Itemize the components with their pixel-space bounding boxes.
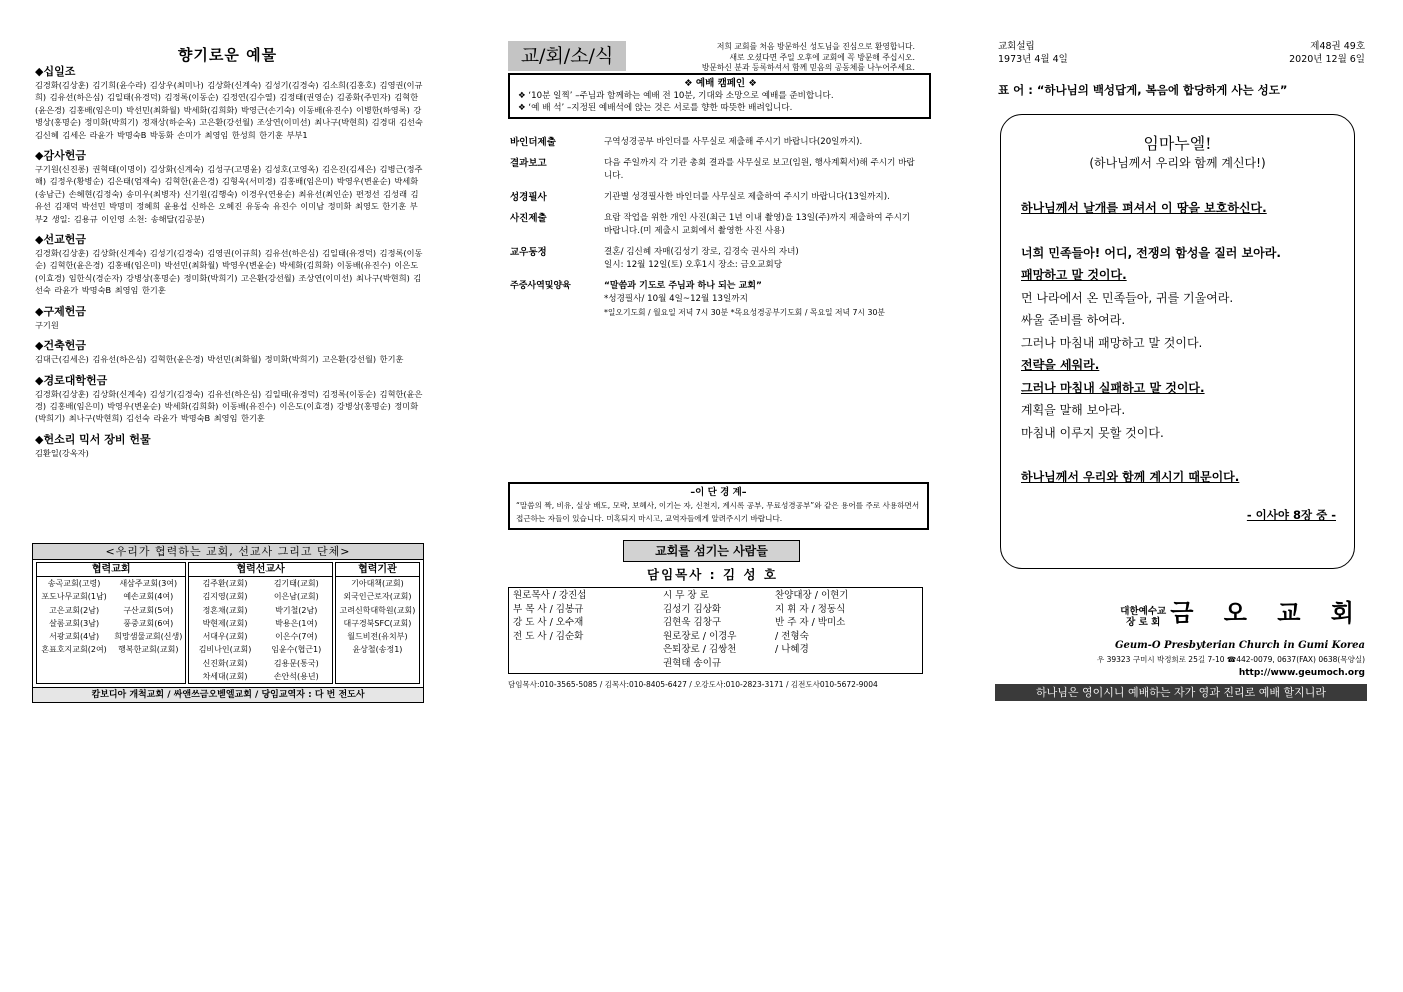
news-item	[510, 212, 918, 238]
scripture-title: 임마누엘!	[1143, 134, 1212, 153]
list-entry: 임윤수(협근1)	[271, 645, 322, 655]
offering-section	[35, 373, 425, 425]
offering-heading: ◆ 십일조	[35, 64, 425, 79]
church-motto: 표 어 : “하나님의 백성답게, 복음에 합당하게 사는 성도”	[998, 83, 1288, 97]
issue-info	[1289, 40, 1365, 66]
list-entry: 이은남(교회)	[273, 592, 319, 602]
denomination-line-2: 장 로 회	[1126, 617, 1161, 628]
bottom-verse-banner: 하나님은 영이시니 예배하는 자가 영과 진리로 예배 할지니라	[995, 684, 1367, 701]
staff-cell: 지 휘 자 / 정동식	[775, 603, 846, 615]
scripture-line: 싸울 준비를 하여라.	[1021, 313, 1126, 327]
list-entry: 희망샘물교회(신생)	[114, 632, 183, 642]
list-entry: 송곡교회(고령)	[47, 579, 101, 588]
staff-row	[513, 616, 918, 630]
staff-cell: 반 주 자 / 박미소	[775, 617, 846, 629]
staff-cell: 시 무 장 로	[663, 590, 709, 601]
offering-section	[35, 148, 425, 225]
denomination-line-1: 대한예수교	[1120, 606, 1167, 617]
scripture-line: 너희 민족들아! 어디, 전쟁의 함성을 질러 보아라.	[1021, 245, 1281, 260]
list-entry: 윤상철(송정1)	[352, 645, 403, 655]
news-item	[510, 136, 918, 149]
list-entry: 박용은(1여)	[275, 618, 318, 628]
church-english-name: Geum-O Presbyterian Church in Gumi Korea	[1114, 640, 1365, 651]
partner-churches-heading: 협력교회	[37, 563, 185, 577]
heresy-warning-box	[508, 482, 929, 530]
staff-cell: 김성기 김상화	[663, 603, 722, 615]
denomination	[1120, 606, 1166, 628]
partner-organizations-cells	[336, 577, 419, 657]
news-label: 교우동정	[510, 247, 547, 258]
news-item	[510, 280, 918, 319]
news-item	[510, 191, 918, 204]
staff-row	[513, 603, 918, 617]
staff-cell	[513, 657, 663, 671]
list-entry: 혼표호지교회(2여)	[41, 645, 107, 655]
staff-cell: 원로목사 / 강진섭	[513, 590, 587, 601]
staff-row	[513, 657, 918, 671]
list-entry: 김지영(교회)	[202, 592, 248, 602]
staff-cell	[775, 657, 918, 671]
scripture-line: 마침내 이루지 못할 것이다.	[1021, 425, 1164, 440]
staff-cell: 전 도 사 / 김순화	[513, 630, 584, 642]
establishment-date: 1973년 4월 4일	[998, 54, 1068, 65]
partner-churches-list-b	[111, 577, 185, 657]
offering-heading: ◆ 선교헌금	[35, 232, 425, 247]
news-item	[510, 157, 918, 183]
news-label: 성경필사	[510, 192, 547, 203]
partner-organizations	[335, 562, 420, 684]
partner-missionaries-list-b	[261, 577, 332, 683]
staff-cell: 강 도 사 / 오수재	[513, 617, 584, 629]
news-list	[510, 136, 918, 327]
news-title: 교/회/소/식	[508, 41, 626, 71]
offering-names: 김환일(강옥자)	[35, 447, 89, 458]
staff-cell: 권혁태 송이규	[663, 657, 722, 669]
partners-footer: 캄보디아 개척교회 / 싸앤쓰금오벧엘교회 / 당임교역자 : 다 번 전도사	[33, 687, 423, 702]
scripture-line: 패망하고 말 것이다.	[1021, 268, 1127, 282]
list-entry: 기아대책(교회)	[351, 579, 404, 588]
list-entry: 예손교회(4여)	[123, 592, 174, 602]
list-entry: 김기태(교회)	[273, 579, 319, 588]
offering-heading: ◆ 헌소리 믹서 장비 헌물	[35, 432, 425, 447]
list-entry: 고려신학대학원(교회)	[339, 605, 416, 615]
news-text-block	[604, 280, 918, 319]
staff-row	[513, 630, 918, 644]
offering-section	[35, 304, 425, 331]
staff-row	[513, 589, 918, 603]
church-address: 우 39323 구미시 박정희로 25길 7-10 ☎442-0079, 0637(FAX) 0638(목양실)	[1096, 655, 1365, 664]
campaign-title: ❖ 예배 캠페인 ❖	[684, 78, 757, 89]
issue-date: 2020년 12월 6일	[1289, 54, 1365, 65]
list-entry: 방문하신 분과 등록하셔서 함께 믿음의 공동체를 나누어주세요.	[701, 63, 915, 72]
news-item	[510, 246, 918, 272]
list-entry: 풍중교회(6여)	[123, 618, 174, 628]
staff-cell	[513, 643, 663, 657]
news-text: *성경필사/ 10월 4일~12월 13일까지	[604, 294, 748, 304]
partners-body	[33, 560, 423, 684]
partners-table	[32, 543, 424, 703]
list-entry: 새삼주교회(3여)	[119, 579, 178, 588]
offering-names: 김경화(김상훈) 김기희(윤수라) 김상우(최미나) 김상화(신계숙) 김성기(김경숙) 김소희(김홍호) 김영권(이규희) 김유선(하은심) 김일태(유경덕) 김정록(이동순) 김정연(김수열) 김정태(권영순) 김종화(주민자) 김혁한(윤은경) 김홍배(임은미) 박선민(최화월) 박세화(김희화) 박영근(손기숙) 이동배(유진수) 이병한(하영록) 강병상(홍명순) 정미화(박희기) 정재상(하순옥) 고은환(강선월) 조상연(이미선) 최나구(박현희) 김경대 김선숙 김신혜 김세은 라윤가 박명숙B 박동화 손미가 최영임 한성희 한기훈 부부1	[35, 80, 423, 140]
partner-missionaries-list-a	[189, 577, 260, 683]
scripture-subtitle: (하나님께서 우리와 함께 계신다!)	[1089, 156, 1266, 170]
scripture-line: 하나님께서 날개를 펴셔서 이 땅을 보호하신다.	[1021, 201, 1267, 215]
news-text: 결혼/ 김신혜 자매(김성기 장로, 김경숙 권사의 자녀)	[604, 247, 799, 257]
partner-organizations-heading: 협력기관	[336, 563, 419, 577]
offering-heading: ◆ 구제헌금	[35, 304, 425, 319]
offering-names: 김대근(김세은) 김유선(하은심) 김혁한(윤은경) 박선민(최화월) 정미화(박희기) 고은환(강선월) 한기훈	[35, 354, 404, 365]
partner-churches	[36, 562, 186, 684]
partner-missionaries-heading: 협력선교사	[189, 563, 331, 577]
establishment-info	[998, 40, 1068, 66]
scripture-box	[1000, 114, 1355, 569]
staff-cell: 김현욱 김창구	[663, 617, 722, 629]
scripture-reference: - 이사야 8장 중 -	[1246, 507, 1336, 522]
staff-cell: 부 목 사 / 김봉규	[513, 603, 584, 615]
news-text-detail: *일오기도회 / 월요일 저녁 7시 30분 *목요성경공부기도회 / 목요일 저녁 7시 30분	[604, 308, 885, 317]
offering-section	[35, 232, 425, 297]
partners-title: <우리가 협력하는 교회, 선교사 그리고 단체>	[33, 544, 423, 560]
offerings-title: 향기로운 예물	[177, 46, 278, 64]
offering-names: 구기원	[35, 319, 59, 330]
news-text: 기관별 성경필사한 바인더를 사무실로 제출하여 주시기 바랍니다(13일까지).	[604, 192, 890, 202]
offering-heading: ◆ 경로대학헌금	[35, 373, 425, 388]
news-label: 바인더제출	[510, 137, 556, 148]
church-name-block	[1120, 598, 1365, 628]
staff-cell: 찬양대장 / 이현기	[775, 590, 849, 601]
news-text: 요람 작업을 위한 개인 사진(최근 1년 이내 촬영)을 13일(주)까지 제출하여 주시기 바랍니다.(미 제출시 교회에서 촬영한 사진 사용)	[604, 213, 911, 236]
issue-number: 제48권 49호	[1310, 41, 1365, 52]
list-entry: 행복한교회(교회)	[118, 645, 179, 655]
staff-phones: 담임목사:010-3565-5085 / 김목사:010-8405-6427 / 오강도사:010-2823-3171 / 김전도사010-5672-9004	[508, 680, 878, 689]
news-label: 사진제출	[510, 213, 547, 224]
scripture-line: 하나님께서 우리와 함께 계시기 때문이다.	[1021, 470, 1240, 484]
list-entry: 새로 오셨다면 주일 오후에 교회에 꼭 방문해 주십시오.	[729, 52, 915, 62]
list-entry: 신진화(교회)	[202, 658, 248, 668]
staff-cell: / 전형숙	[775, 630, 809, 642]
partner-missionaries-cells	[189, 577, 331, 683]
list-entry: 박기철(2남)	[275, 605, 318, 615]
scripture-line: 그러나 마침내 실패하고 말 것이다.	[1021, 380, 1205, 395]
warning-text: “말씀의 짝, 비유, 실상 배도, 모략, 보혜사, 이기는 자, 신천지, 계시록 공부, 무료성경공부”와 같은 용어를 주로 사용하면서 접근하는 자들이 있습니다. 미혹되지 마시고, 교역자들에게 알려주시기 바랍니다.	[516, 501, 920, 523]
partner-churches-list-a	[37, 577, 111, 657]
news-text-detail: 일시: 12월 12일(토) 오후1시 장소: 금오교회당	[604, 260, 783, 270]
list-entry: 이은수(7여)	[275, 632, 318, 642]
list-entry: 정혼채(교회)	[202, 605, 248, 615]
news-label: 결과보고	[510, 158, 547, 169]
offering-names: 김경화(김상훈) 김상화(신계숙) 김성기(김경숙) 김유선(하은심) 김일태(유경덕) 김정록(이동순) 김혁한(윤은경) 김홍배(임은미) 박영우(변윤순) 박세화(김희화) 이동배(유진수) 이은도(이효경) 강병상(홍명순) 정미화(박희기) 최나구(박현희) 김선숙 라윤가 박명숙B 최영임 한기훈	[35, 388, 423, 424]
partner-missionaries	[188, 562, 332, 684]
offering-section	[35, 432, 425, 459]
news-text: 구역성경공부 바인더를 사무실로 제출해 주시기 바랍니다(20일까지).	[604, 137, 863, 147]
scripture-line: 그러나 마침내 패망하고 말 것이다.	[1021, 335, 1203, 350]
staff-row	[513, 643, 918, 657]
list-entry: 저희 교회를 처음 방문하신 성도님을 진심으로 환영합니다.	[716, 42, 915, 51]
campaign-item: ❖ ‘예 배 석’ –지정된 예배석에 앉는 것은 서로를 향한 따뜻한 배려입니다.	[518, 103, 793, 113]
partner-organizations-list	[336, 577, 419, 657]
scripture-line: 전략을 세워라.	[1021, 358, 1100, 372]
news-label: 주중사역및양육	[510, 281, 571, 291]
list-entry: 포도나무교회(1남)	[41, 592, 107, 602]
staff-cell: / 나혜경	[775, 644, 809, 656]
news-text: 다음 주일까지 각 기관 총회 결과를 사무실로 보고(임원, 행사계획서)해 주시기 바랍니다.	[604, 158, 915, 181]
news-text-block	[604, 246, 918, 272]
senior-pastor: 담임목사 : 김 성 호	[647, 567, 778, 582]
list-entry: 고은교회(2남)	[49, 605, 100, 615]
offering-section	[35, 64, 425, 141]
list-entry: 김주환(교회)	[202, 579, 248, 588]
offering-heading: ◆ 건축헌금	[35, 338, 425, 353]
offering-names: 구기원(신진롱) 권혁태(이명이) 김상화(신계숙) 김성구(고명윤) 김성호(고영옥) 김은진(김세은) 김병근(정주해) 김정우(황병순) 김은태(엄재숙) 김혁한(윤은경) 김형욱(서미경) 김홍배(임은미) 박영우(변윤순) 박세화(송남근) 손혜현(김정숙) 송미우(최병자) 신기원(김행숙) 이경우(연용순) 최유선(최인순) 편정선 김성래 김유선 김재덕 박선민 박명미 정혜희 윤용섭 신하은 오혜진 유동숙 유진수 이미남 정미화 최영도 한기훈 부부2 생일: 김용규 이인영 소천: 송해달(김공분)	[35, 164, 423, 224]
list-entry: 손안석(용년)	[273, 672, 319, 682]
scripture-line: 먼 나라에서 온 민족들아, 귀를 기울여라.	[1021, 290, 1234, 305]
staff-cell: 은퇴장로 / 김쌍천	[663, 644, 737, 656]
list-entry: 김용문(통국)	[273, 658, 319, 668]
church-website-link[interactable]: http://www.geumoch.org	[1238, 668, 1365, 678]
church-name: 금 오 교 회	[1170, 598, 1365, 627]
list-entry: 구산교회(5여)	[123, 605, 174, 615]
offerings-list	[35, 64, 425, 466]
welcome-message	[633, 42, 915, 74]
warning-title: –이 단 경 계–	[690, 487, 747, 498]
offering-section	[35, 338, 425, 365]
staff-table	[508, 587, 923, 674]
scripture-line: 계획을 말해 보아라.	[1021, 403, 1126, 417]
list-entry: 살롬교회(3남)	[49, 618, 100, 628]
list-entry: 김비나인(교회)	[198, 645, 252, 655]
offering-heading: ◆ 감사헌금	[35, 148, 425, 163]
worship-campaign-box	[508, 73, 931, 119]
campaign-item: ❖ ‘10분 일찍’ –주님과 함께하는 예배 전 10분, 기대와 소망으로 예배를 준비합니다.	[518, 91, 834, 101]
list-entry: 서광교회(4남)	[49, 632, 100, 642]
staff-cell: 원로장로 / 이경우	[663, 630, 737, 642]
partner-churches-cells	[37, 577, 185, 657]
servants-title: 교회를 섬기는 사람들	[623, 540, 800, 562]
list-entry: 차세대(교회)	[202, 672, 248, 682]
establishment-label: 교회설립	[998, 41, 1035, 52]
list-entry: 서대우(교회)	[202, 632, 248, 642]
offering-names: 김경화(김상훈) 김상화(신계숙) 김성기(김경숙) 김영권(이규희) 김유선(하은심) 김일태(유경덕) 김정록(이동순) 김혁한(윤은경) 김홍배(임은미) 박선민(최화월) 박영우(변윤순) 박세화(김희화) 이동배(유진수) 이은도(이효경) 임한식(경순자) 강병상(홍명순) 정미화(박희기) 고은환(강선월) 조상연(이미선) 최나구(박현희) 김선숙 라윤가 박명숙B 최영임 한기훈	[35, 248, 423, 296]
list-entry: 외국인근로자(교회)	[343, 592, 412, 602]
list-entry: 월드비전(유치부)	[347, 632, 408, 642]
list-entry: 대구경북SFC(교회)	[343, 618, 412, 628]
list-entry: 박현제(교회)	[202, 618, 248, 628]
news-highlight: “말씀과 기도로 주님과 하나 되는 교회”	[604, 281, 762, 291]
